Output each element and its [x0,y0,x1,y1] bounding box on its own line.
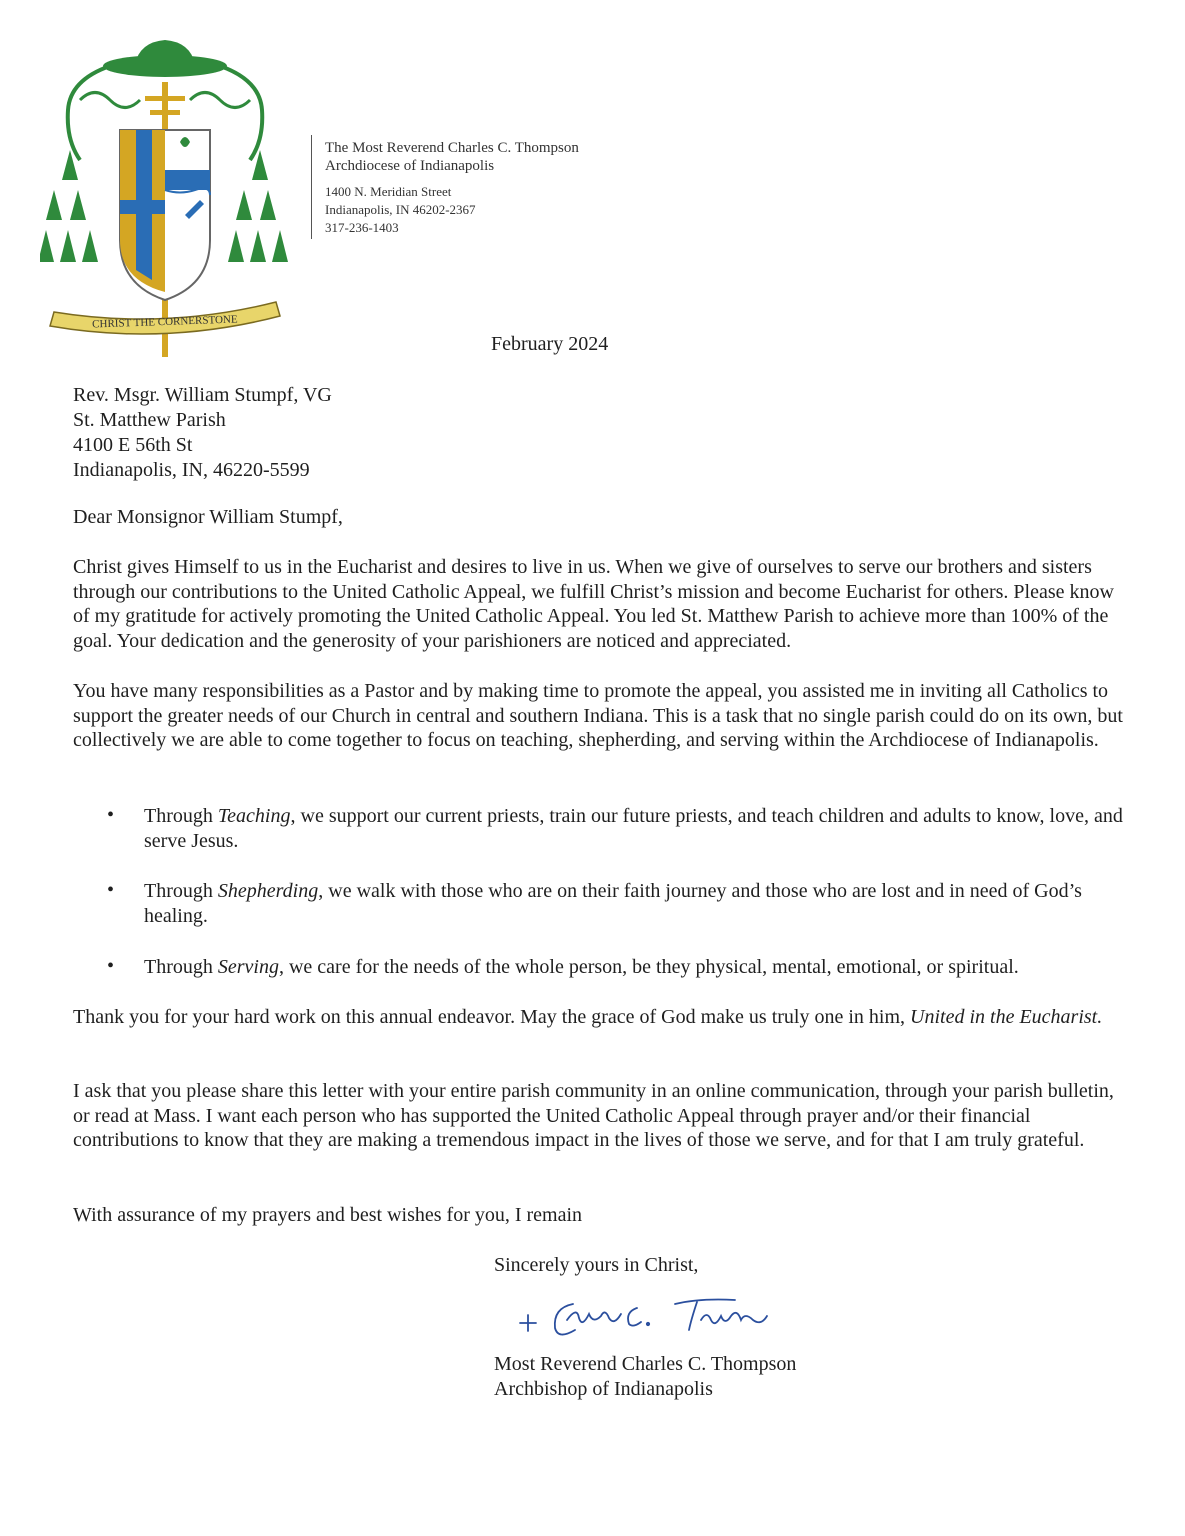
bullet-term: Serving [217,956,279,978]
letterhead-address [325,183,579,237]
bullet-shepherding [144,879,1134,928]
closing: Sincerely yours in Christ, [494,1254,699,1276]
crest-motto: CHRIST THE CORNERSTONE [91,313,238,331]
bullet-marker: • [107,955,115,977]
bullet-marker: • [107,879,115,901]
paragraph-responsibilities: You have many responsibilities as a Pastor and by making time to promote the appeal, you assisted me in inviting all Catholics to support the greater needs of our Church in central and southern Indiana. This is a task that no single parish could do on its own, but collectively we are able to come together to focus on teaching, shepherding, and serving within the Archdiocese of Indianapolis. [73,680,1123,751]
bullet-teaching [144,804,1134,853]
letterhead [325,139,579,237]
bullet-lead: Through [144,805,218,827]
letterhead-organization: Archdiocese of Indianapolis [325,158,495,174]
address-line: Indianapolis, IN 46202-2367 [325,202,476,217]
handwritten-signature [515,1290,790,1345]
bullet-term: Teaching [217,805,291,827]
recipient-address [73,383,332,483]
bullet-text: , we care for the needs of the whole person, be they physical, mental, emotional, or spiritual. [278,956,1019,978]
paragraph-thanks [73,1005,1133,1030]
thanks-emphasis: United in the Eucharist. [910,1006,1103,1028]
paragraph-assurance: With assurance of my prayers and best wishes for you, I remain [73,1204,583,1226]
paragraph-gratitude: Christ gives Himself to us in the Eucharist and desires to live in us. When we give of ourselves to serve our brothers and sisters through our contributions to the United Catholic Appeal, we fulfill Christ’s mission and become Eucharist for others. Please know of my gratitude for actively promoting the United Catholic Appeal. You led St. Matthew Parish to achieve more than 100% of the goal. Your dedication and the generosity of your parishioners are noticed and appreciated. [73,556,1114,652]
bullet-marker: • [107,804,115,826]
bullet-text: , we support our current priests, train our future priests, and teach children and adults to know, love, and serve Jesus. [144,805,1123,852]
recipient-line: 4100 E 56th St [73,434,193,456]
recipient-line: Rev. Msgr. William Stumpf, VG [73,384,332,406]
bullet-text: , we walk with those who are on their faith journey and those who are lost and in need of God’s healing. [144,880,1082,927]
signer-title: Archbishop of Indianapolis [494,1378,713,1400]
address-line: 1400 N. Meridian Street [325,184,452,199]
salutation: Dear Monsignor William Stumpf, [73,506,343,528]
signer-name: Most Reverend Charles C. Thompson [494,1353,797,1375]
bullet-term: Shepherding [217,880,319,902]
recipient-line: St. Matthew Parish [73,409,226,431]
thanks-text: Thank you for your hard work on this annual endeavor. May the grace of God make us truly one in him, [73,1006,911,1028]
letterhead-name: The Most Reverend Charles C. Thompson [325,140,579,156]
bullet-lead: Through [144,956,218,978]
bullet-serving [144,955,1134,980]
coat-of-arms-logo [40,30,290,360]
signer-block [494,1352,796,1402]
paragraph-request: I ask that you please share this letter with your entire parish community in an online communication, through your parish bulletin, or read at Mass. I want each person who has supported the United Catholic Appeal through prayer and/or their financial contributions to know that they are making a tremendous impact in the lives of those we serve, and for that I am truly grateful. [73,1080,1114,1151]
bullet-lead: Through [144,880,218,902]
phone-number: 317-236-1403 [325,220,399,235]
letterhead-divider [311,135,312,239]
signature-text: + Charles C. Thompson [515,1290,525,1291]
recipient-line: Indianapolis, IN, 46220-5599 [73,459,310,481]
letter-date: February 2024 [491,333,609,355]
